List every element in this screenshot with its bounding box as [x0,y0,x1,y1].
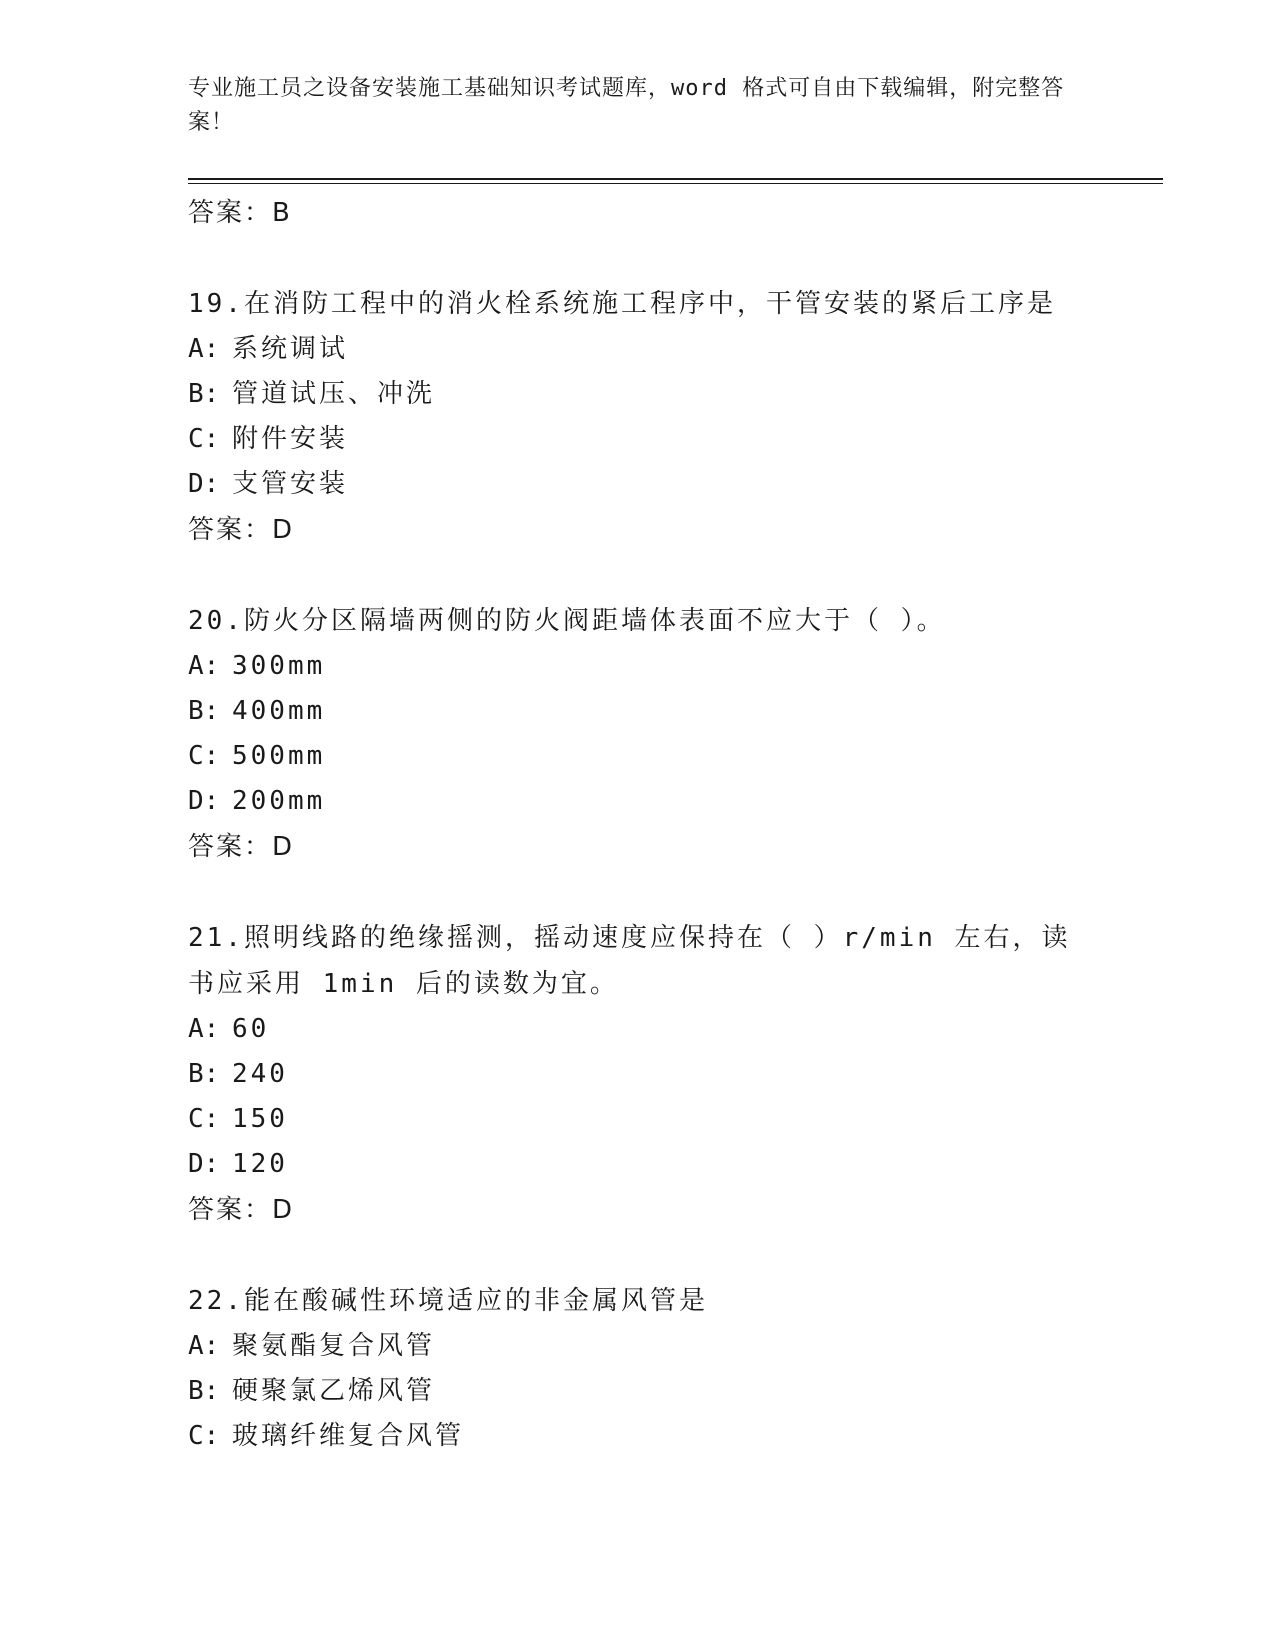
option-b [188,372,1088,417]
option-text: 150 [232,1104,288,1134]
option-a [188,644,1088,689]
previous-answer: 答案：B [188,198,292,228]
option-b [188,689,1088,734]
question-block [188,281,1088,553]
spacer [188,236,1088,281]
option-letter: B: [188,1376,220,1406]
option-text: 玻璃纤维复合风管 [232,1421,465,1451]
option-text: 300mm [232,651,326,681]
answer-line: 答案：D [188,832,295,862]
spacer [188,1233,1088,1278]
option-text: 240 [232,1059,288,1089]
question-block [188,598,1088,870]
option-letter: A: [188,1331,220,1361]
option-letter: A: [188,334,220,364]
option-d [188,779,1088,824]
question-list [188,190,1088,1459]
option-c [188,734,1088,779]
option-text: 400mm [232,696,326,726]
option-b [188,1369,1088,1414]
question-text: 22.能在酸碱性环境适应的非金属风管是 [188,1286,708,1316]
document-header: 专业施工员之设备安装施工基础知识考试题库，word 格式可自由下载编辑，附完整答案！ [188,76,1065,135]
header-divider-thick [188,178,1163,180]
question-block [188,1278,1088,1459]
answer-line: 答案：D [188,1195,295,1225]
option-text: 附件安装 [232,424,349,454]
option-letter: A: [188,651,220,681]
option-letter: A: [188,1014,220,1044]
option-letter: B: [188,379,220,409]
option-letter: D: [188,786,220,816]
option-a [188,1324,1088,1369]
answer-line: 答案：D [188,515,295,545]
option-letter: D: [188,1149,220,1179]
question-text: 19.在消防工程中的消火栓系统施工程序中，干管安装的紧后工序是 [188,289,1056,319]
option-text: 60 [232,1014,270,1044]
option-d [188,1142,1088,1187]
option-letter: B: [188,1059,220,1089]
option-a [188,327,1088,372]
option-text: 500mm [232,741,326,771]
option-text: 系统调试 [232,334,349,364]
option-letter: B: [188,696,220,726]
option-letter: D: [188,469,220,499]
option-text: 硬聚氯乙烯风管 [232,1376,436,1406]
option-letter: C: [188,1421,220,1451]
option-letter: C: [188,1104,220,1134]
option-letter: C: [188,741,220,771]
option-text: 200mm [232,786,326,816]
option-c [188,1414,1088,1459]
question-block [188,915,1088,1233]
option-d [188,462,1088,507]
option-letter: C: [188,424,220,454]
question-text: 20.防火分区隔墙两侧的防火阀距墙体表面不应大于（ ）。 [188,606,946,636]
spacer [188,553,1088,598]
option-c [188,417,1088,462]
option-b [188,1052,1088,1097]
option-a [188,1007,1088,1052]
spacer [188,870,1088,915]
option-c [188,1097,1088,1142]
header-divider-thin [188,183,1163,184]
question-text: 21.照明线路的绝缘摇测，摇动速度应保持在（ ）r/min 左右，读书应采用 1min 后的读数为宜。 [188,923,1071,999]
option-text: 支管安装 [232,469,349,499]
option-text: 120 [232,1149,288,1179]
option-text: 管道试压、冲洗 [232,379,436,409]
option-text: 聚氨酯复合风管 [232,1331,436,1361]
